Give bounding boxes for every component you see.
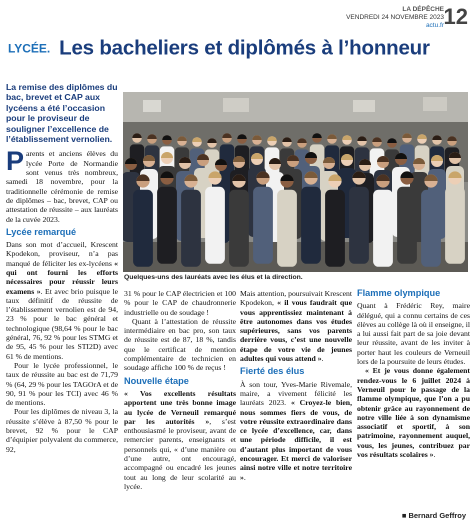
paragraph: À son tour, Yves-Marie Rivemale, maire, a vivement félicité les lauréats 2023. « Croyez-le bien, nous sommes fiers de vous, de votre réussite extraordinaire dans ce lycée d’excellence, car, dans une période difficile, il est d’autant plus important de vous encourager. Et merci de valoriser ainsi notre ville et notre territoire ». [240,379,353,482]
subhead-flamme-olympique: Flamme olympique [357,288,441,298]
masthead [6,4,468,28]
headline-title: Les bacheliers et diplômés à l’honneur [59,36,430,60]
byline: ■ Bernard Geffroy [401,511,466,520]
column-left [6,84,118,454]
drop-cap: P [6,146,25,177]
article-headline [8,28,468,65]
subhead-fierte-des-elus: Fierté des élus [240,366,305,377]
paragraph: Quant à Frédéric Rey, maire délégué, qui a connu certains de ces élèves au collège là où il enseigne, il a lui aussi fait part de sa joie devant leur réussite, avant de les inviter à porter haut les couleurs de Verneuil lors de la poursuite de leurs études. [357,301,470,367]
column-2 [124,289,236,491]
paragraph: 31 % pour le CAP électricien et 100 % pour le CAP de chaudronnerie industrielle ou de soudage ! [124,289,236,317]
group-photo [123,92,468,272]
newspaper-name: LA DÉPÊCHE [402,6,444,13]
page-number: 12 [443,4,468,29]
intro-paragraph: Parents et anciens élèves du lycée Porte de Normandie sont venus très nombreux, samedi 18 novembre, pour la traditionnelle cérémonie de remise de diplômes – bac, brevet, CAP ou attestation de réussite – aux lauréats de la cuvée 2023. [6,146,118,224]
paragraph: « Vos excellents résultats apportent une très bonne image au lycée de Verneuil remarqué par les autorités », s’est enthousiasmé le proviseur, avant de remercier parents, enseignants et personnels qui, « d’une manière ou d’une autre, ont encouragé, accompagné ou encadré les jeunes tout au long de leur scolarité au lycée. [124,388,237,491]
paragraph: Dans son mot d’accueil, Krescent Kpodekon, proviseur, n’a pas manqué de féliciter les ex-lycéens « qui ont fourni les efforts nécessaires pour réussir leurs examens ». Et avec brio puisque le taux définitif de réussite de l’établissement vernolien est de 94, 23 % pour le bac général et technologique (98,64 % pour le bac général, 76, 92 % pour les STMG et de 95, 45 % pour les STI2D) avec 61 % de mentions. [6,240,118,361]
article-body-left [6,146,118,454]
column-4 [357,289,470,459]
photo-caption: Quelques-uns des lauréats avec les élus et la direction. [124,274,303,281]
headline-kicker: LYCÉE. [8,41,51,56]
subhead-nouvelle-etape: Nouvelle étape [124,375,189,386]
paragraph: Quant à l’attestation de réussite intermédiaire en bac pro, son taux de réussite est de 87, 18 %, tandis que le certificat de mention complémentaire de technicien en soudage affiche 100 % de reçus ! [124,316,236,373]
group-photo-image [123,92,468,272]
paragraph: Mais attention, poursuivait Krescent Kpodekon, « il vous faudrait que vous apprentissiez maintenant à être autonomes dans vos études supérieures, sans vos parents derrière vous, c’est une nouvelle étape de votre vie de jeunes adultes qui vous attend ». [240,289,352,364]
article-lede: La remise des diplômes du bac, brevet et CAP aux lycéens a été l’occasion pour le proviseur de souligner l’excellence de l’établissement vernolien. [6,82,118,145]
paragraph: Pour le lycée professionnel, le taux de réussite au bac est de 71,79 % (64, 29 % pour les TAGOrA et de 90, 91 % pour les TCI) avec 46 % de mentions. [6,360,118,408]
subhead-lycee-remarque: Lycée remarqué [6,226,77,237]
paragraph: Pour les diplômes de niveau 3, la réussite s’élève à 87,50 % pour le brevet, 92 % pour le CAP d’équipier polyvalent du commerce, 92, [6,407,118,454]
website-url: actu.fr [425,22,444,29]
column-3 [240,289,352,482]
paragraph: « Et je vous donne également rendez-vous le 6 juillet 2024 à Verneuil pour le passage de la flamme olympique, que l’on a pu obtenir grâce au rayonnement de notre ville liée à son dynamisme associatif et sportif, à son patrimoine, rayonnement auquel, vous, les jeunes, contribuez par vos résultats scolaires ». [357,366,470,460]
issue-date: VENDREDI 24 NOVEMBRE 2023 [346,14,444,21]
masthead-info [346,6,444,30]
